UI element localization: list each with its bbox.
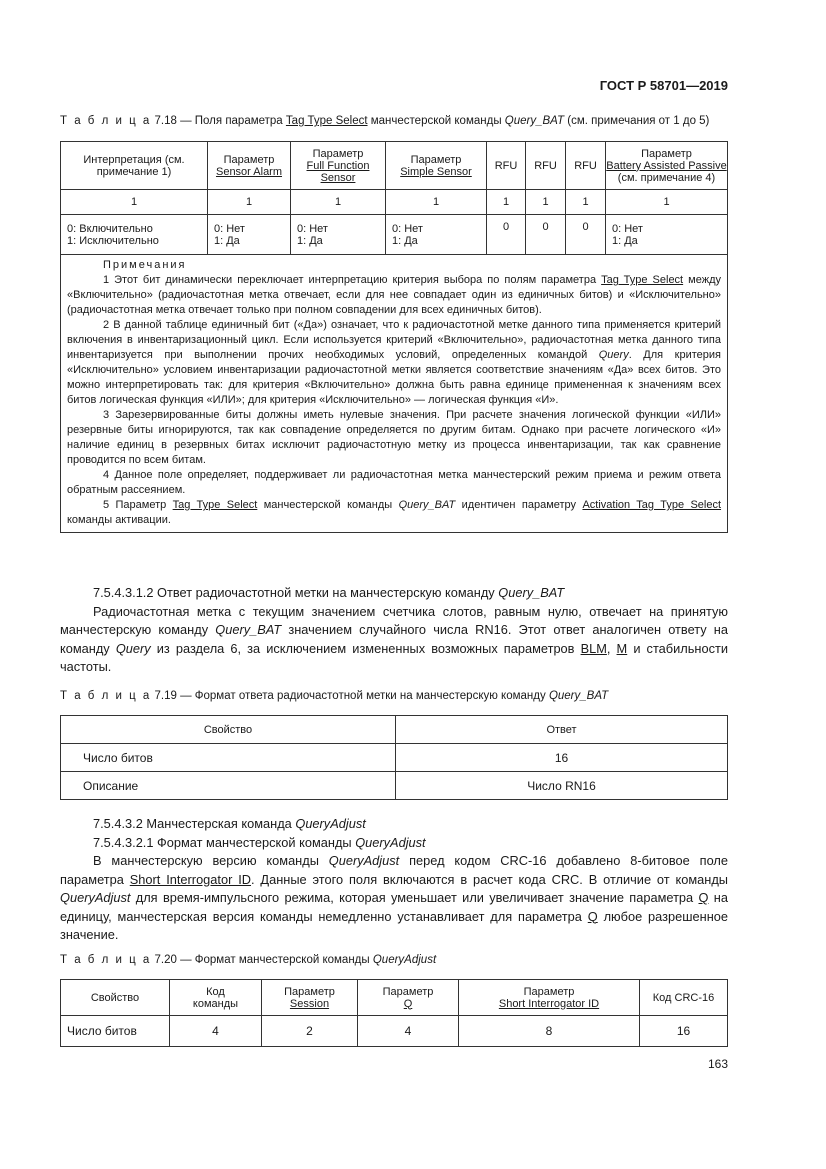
row-value: 16 — [640, 1016, 728, 1047]
value-cell: 0: Включительно 1: Исключительно — [61, 215, 208, 255]
header-property: Свойство — [61, 980, 170, 1016]
table-row — [61, 1016, 728, 1047]
bits-cell: 1 — [487, 190, 526, 215]
caption-text: (см. примечания от 1 до 5) — [567, 115, 710, 127]
header-short-interrogator-id: Параметр Short Interrogator ID — [459, 980, 640, 1016]
col-simple-sensor: Параметр Simple Sensor — [386, 142, 487, 190]
header-crc16: Код CRC-16 — [640, 980, 728, 1016]
header-q: Параметр Q — [358, 980, 459, 1016]
bits-cell: 1 — [291, 190, 386, 215]
note-5: 5 Параметр Tag Type Select манчестерской команды Query_BAT идентичен параметру Activation Tag Type Select команды активации. — [67, 499, 722, 526]
col-interpretation: Интерпретация (см. примечание 1) — [61, 142, 208, 190]
header-command-code: Код команды — [170, 980, 262, 1016]
bits-cell: 1 — [526, 190, 566, 215]
header-answer: Ответ — [396, 716, 728, 744]
notes-heading: Примечания — [103, 259, 187, 271]
section-heading: 7.5.4.3.1.2 Ответ радиочастотной метки на манчестерскую команду Query_BAT — [93, 585, 565, 600]
row-value: 16 — [396, 744, 728, 772]
col-battery-assisted-passive: Параметр Battery Assisted Passive (см. примечание 4) — [606, 142, 728, 190]
section-heading: 7.5.4.3.2 Манчестерская команда QueryAdjust — [93, 816, 366, 831]
table-header-row — [61, 716, 728, 744]
table-label: Т а б л и ц а — [60, 115, 152, 127]
notes-row — [61, 255, 728, 533]
paragraph: В манчестерскую версию команды QueryAdjust перед кодом CRC-16 добавлено 8-битовое поле параметра Short Interrogator ID. Данные этого поля включаются в расчет кода CRC. В отличие от команды QueryAdjust для время-импульсного режима, которая уменьшает или увеличивает значение параметра Q на единицу, манчестерская версия команды немедленно устанавливает для параметра Q любое разрешенное значение. — [60, 853, 728, 942]
bits-cell: 1 — [61, 190, 208, 215]
bits-cell: 1 — [208, 190, 291, 215]
paragraph: Радиочастотная метка с текущим значением счетчика слотов, равным нулю, отвечает на принятую манчестерскую команду Query_BAT значением случайного числа RN16. Этот ответ аналогичен ответу на команду Query из раздела 6, за исключением измененных возможных параметров BLM, M и стабильности частоты. — [60, 603, 728, 674]
table-label: Т а б л и ц а — [60, 690, 152, 702]
header-property: Свойство — [61, 716, 396, 744]
table-7-18 — [60, 141, 728, 533]
section-heading: 7.5.4.3.2.1 Формат манчестерской команды QueryAdjust — [93, 834, 426, 850]
row-label: Описание — [61, 772, 396, 800]
value-cell: 0: Нет 1: Да — [606, 215, 728, 255]
value-cell: 0: Нет 1: Да — [386, 215, 487, 255]
col-rfu-1: RFU — [487, 142, 526, 190]
table-7-19 — [60, 715, 728, 800]
bits-cell: 1 — [566, 190, 606, 215]
page-number: 163 — [707, 1057, 728, 1071]
bits-cell: 1 — [606, 190, 728, 215]
caption-text: манчестерской команды — [370, 115, 502, 127]
section-7-5-4-3-2 — [60, 815, 728, 945]
table-label: Т а б л и ц а — [60, 954, 152, 966]
values-row — [61, 215, 728, 255]
caption-command: Query_BAT — [548, 690, 609, 702]
note-2: 2 В данной таблице единичный бит («Да») означает, что к радиочастотной метке данного типа применяется критерий включения в инвентаризационный цикл. Если используется критерий «Включительно», радиочастотная метка данного типа инвентаризуется при выполнении прочих необходимых условий, определенных командой Query. Для критерия «Исключительно» условием инвентаризации радиочастотной метки является соответствие значениям «Да» всех битов. Это можно интерпретировать так: для критерия «Включительно» должна быть равна единице примененная к значениям всех битов логическая функция «ИЛИ»; для критерия «Исключительно» — логическая функция «И». — [67, 319, 721, 406]
header-session: Параметр Session — [262, 980, 358, 1016]
section-7-5-4-3-1-2 — [60, 584, 728, 677]
table-header-row — [61, 980, 728, 1016]
standard-header: ГОСТ Р 58701—2019 — [599, 78, 728, 93]
value-cell: 0 — [526, 215, 566, 255]
row-value: 8 — [459, 1016, 640, 1047]
caption-link: Tag Type Select — [285, 115, 368, 127]
col-rfu-3: RFU — [566, 142, 606, 190]
row-value: Число RN16 — [396, 772, 728, 800]
bits-cell: 1 — [386, 190, 487, 215]
caption-command: QueryAdjust — [372, 954, 437, 966]
row-value: 4 — [170, 1016, 262, 1047]
table-7-20 — [60, 979, 728, 1047]
value-cell: 0: Нет 1: Да — [208, 215, 291, 255]
table-header-row — [61, 142, 728, 190]
value-cell: 0 — [487, 215, 526, 255]
table-7-19-caption — [60, 690, 608, 702]
row-label: Число битов — [61, 744, 396, 772]
row-value: 2 — [262, 1016, 358, 1047]
value-cell: 0: Нет 1: Да — [291, 215, 386, 255]
table-row — [61, 772, 728, 800]
notes-cell — [61, 255, 728, 533]
value-cell: 0 — [566, 215, 606, 255]
note-3: 3 Зарезервированные биты должны иметь нулевые значения. При расчете значения логической функции «ИЛИ» резервные биты игнорируются, так как совпадение определяется по другим битам. Однако при расчете логического «И» наличие единиц в резервных битах исключит радиочастотную метку из процесса инвентаризации, так как сравнение проводится по всем битам. — [67, 409, 721, 466]
note-1: 1 Этот бит динамически переключает интерпретацию критерия выбора по полям параметра Tag Type Select между «Включительно» (радиочастотная метка отвечает, если для нее совпадает один из единичных битов) и «Исключительно» (радиочастотная метка отвечает только при полном совпадении для всех единичных битов). — [67, 274, 721, 316]
col-rfu-2: RFU — [526, 142, 566, 190]
caption-text: 7.20 — Формат манчестерской команды — [154, 954, 370, 966]
table-7-20-caption — [60, 954, 436, 966]
bits-row — [61, 190, 728, 215]
caption-text: 7.19 — Формат ответа радиочастотной метки на манчестерскую команду — [154, 690, 546, 702]
caption-command: Query_BAT — [504, 115, 565, 127]
row-value: 4 — [358, 1016, 459, 1047]
table-7-18-caption — [60, 115, 709, 127]
table-row — [61, 744, 728, 772]
note-4: 4 Данное поле определяет, поддерживает ли радиочастотная метка манчестерский режим приема и режим ответа обратным рассеянием. — [67, 469, 721, 496]
row-label: Число битов — [61, 1016, 170, 1047]
caption-text: 7.18 — Поля параметра — [154, 115, 283, 127]
col-sensor-alarm: Параметр Sensor Alarm — [208, 142, 291, 190]
col-full-function-sensor: Параметр Full Function Sensor — [291, 142, 386, 190]
